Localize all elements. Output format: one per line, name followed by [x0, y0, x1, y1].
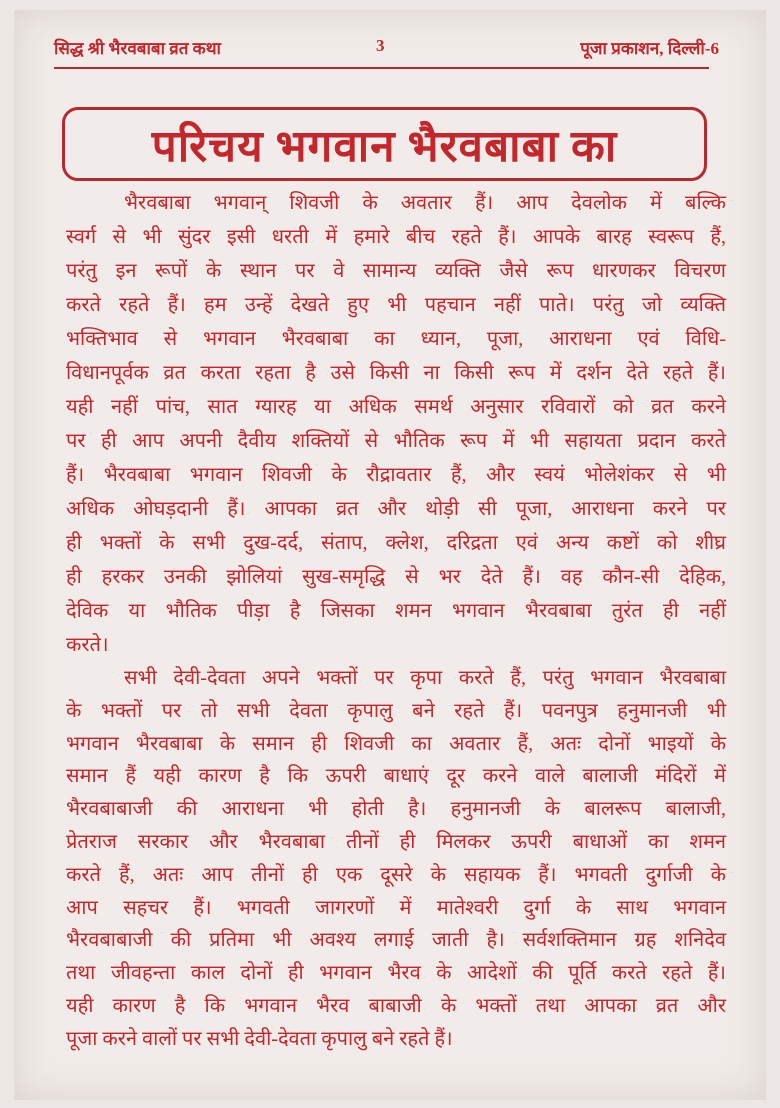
text-line: समान हैं यही कारण है कि ऊपरी बाधाएं दूर करने वाले बालाजी मंदिरों में	[66, 765, 726, 788]
text-line: सभी देवी-देवता अपने भक्तों पर कृपा करते हैं, परंतु भगवान भैरवबाबा	[124, 667, 726, 689]
text-line: स्वर्ग से भी सुंदर इसी धरती में हमारे बीच रहते हैं। आपके बारह स्वरूप हैं,	[66, 226, 726, 248]
book-page	[14, 10, 766, 1100]
text-line: ही भक्तों के सभी दुख-दर्द, संताप, क्लेश, दरिद्रता एवं अन्य कष्टों को शीघ्र	[66, 532, 726, 554]
text-line: भैरवबाबाजी की प्रतिमा भी अवश्य लगाई जाती है। सर्वशक्तिमान ग्रह शनिदेव	[66, 929, 726, 952]
text-line: प्रेतराज सरकार और भैरवबाबा तीनों ही मिलकर ऊपरी बाधाओं का शमन	[66, 830, 726, 853]
text-line: पर ही आप अपनी दैवीय शक्तियों से भौतिक रूप में भी सहायता प्रदान करते	[66, 430, 726, 452]
text-line: तथा जीवहन्ता काल दोनों ही भगवान भैरव के आदेशों की पूर्ति करते रहते हैं।	[66, 962, 726, 985]
text-line: करते हैं, अतः आप तीनों ही एक दूसरे के सहायक हैं। भगवती दुर्गाजी के	[66, 863, 726, 886]
text-line: परंतु इन रूपों के स्थान पर वे सामान्य व्यक्ति जैसे रूप धारणकर विचरण	[66, 260, 726, 282]
paragraph-1	[66, 186, 726, 662]
publisher: पूजा प्रकाशन, दिल्ली-6	[580, 39, 719, 58]
text-line: यही कारण है कि भगवान भैरव बाबाजी के भक्तों तथा आपका व्रत और	[66, 994, 726, 1017]
text-line: भगवान भैरवबाबा के समान ही शिवजी का अवतार हैं, अतः दोनों भाइयों के	[66, 732, 726, 755]
chapter-body	[66, 186, 726, 1056]
text-line: आप सहचर हैं। भगवती जागरणों में मातेश्वरी दुर्गा के साथ भगवान	[66, 896, 726, 919]
text-line: करते।	[66, 634, 109, 656]
text-line: भक्तिभाव से भगवान भैरवबाबा का ध्यान, पूजा, आराधना एवं विधि-	[66, 328, 726, 350]
text-line: अधिक ओघड़दानी हैं। आपका व्रत और थोड़ी सी पूजा, आराधना करने पर	[66, 498, 726, 520]
text-line: हैं। भैरवबाबा भगवान शिवजी के रौद्रावतार हैं, और स्वयं भोलेशंकर से भी	[66, 464, 726, 486]
text-line: के भक्तों पर तो सभी देवता कृपालु बने रहते हैं। पवनपुत्र हनुमानजी भी	[66, 699, 726, 722]
text-line: ही हरकर उनकी झोलियां सुख-समृद्धि से भर देते हैं। वह कौन-सी देहिक,	[66, 566, 726, 588]
running-header	[54, 36, 719, 60]
page-number: 3	[376, 36, 385, 55]
chapter-title: परिचय भगवान भैरवबाबा का	[151, 122, 618, 171]
paragraph-2	[66, 662, 726, 1056]
text-line: भैरवबाबाजी की आराधना भी होती है। हनुमानजी के बालरूप बालाजी,	[66, 798, 726, 821]
text-line: भैरवबाबा भगवान् शिवजी के अवतार हैं। आप देवलोक में बल्कि	[124, 192, 726, 214]
text-line: विधानपूर्वक व्रत करता रहता है उसे किसी ना किसी रूप में दर्शन देते रहते हैं।	[66, 362, 726, 384]
header-rule	[54, 67, 709, 69]
text-line: पूजा करने वालों पर सभी देवी-देवता कृपालु बने रहते हैं।	[66, 1027, 453, 1050]
text-line: देविक या भौतिक पीड़ा है जिसका शमन भगवान भैरवबाबा तुरंत ही नहीं	[66, 600, 726, 622]
text-line: यही नहीं पांच, सात ग्यारह या अधिक समर्थ अनुसार रविवारों को व्रत करने	[66, 396, 726, 418]
text-line: करते रहते हैं। हम उन्हें देखते हुए भी पहचान नहीं पाते। परंतु जो व्यक्ति	[66, 294, 726, 316]
book-title: सिद्ध श्री भैरवबाबा व्रत कथा	[54, 39, 221, 58]
chapter-title-box	[62, 107, 707, 181]
